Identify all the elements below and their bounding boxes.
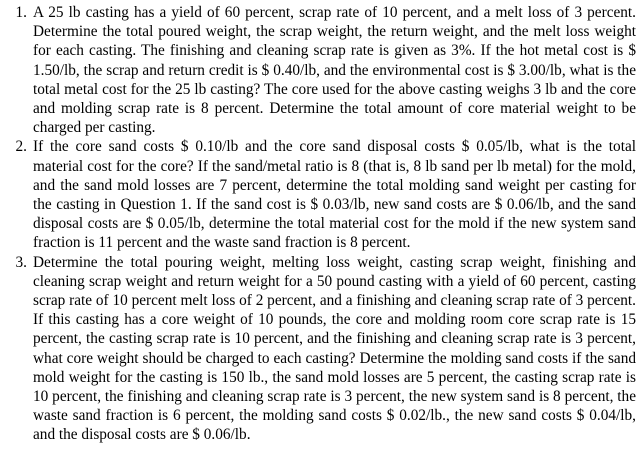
problem-number: 3. [15,253,27,271]
problem-text: A 25 lb casting has a yield of 60 percent, scrap rate of 10 percent, and a melt loss of 3 percent. Determine the total poured weight, the scrap weight, the return weight, and the melt loss weight for each casting. The finishing and cleaning scrap rate is given as 3%. If the hot metal cost is $ 1.50/lb, the scrap and return credit is $ 0.40/lb, and the environmental cost is $ 3.00/lb, what is the total metal cost for the 25 lb casting? The core used for the above casting weighs 3 lb and the core and molding scrap rate is 8 percent. Determine the total amount of core material weight to be charged per casting. [33,4,636,137]
problem-number: 2. [15,138,27,156]
problem-3 [0,253,636,445]
problem-1 [0,3,636,137]
problem-number: 1. [15,4,27,21]
problem-text: If the core sand costs $ 0.10/lb and the core sand disposal costs $ 0.05/lb, what is the total material cost for the core? If the sand/metal ratio is 8 (that is, 8 lb sand per lb metal) for the mold, and the sand mold losses are 7 percent, determine the total molding sand weight per casting for the casting in Question 1. If the sand cost is $ 0.03/lb, new sand costs are $ 0.06/lb, and the sand disposal costs are $ 0.05/lb, determine the total material cost for the mold if the new system sand fraction is 11 percent and the waste sand fraction is 8 percent. [33,138,636,252]
problem-text: Determine the total pouring weight, melting loss weight, casting scrap weight, finishing and cleaning scrap weight and return weight for a 50 pound casting with a yield of 60 percent, casting scrap rate of 10 percent melt loss of 2 percent, and a finishing and cleaning scrap rate of 3 percent. If this casting has a core weight of 10 pounds, the core and molding room core scrap rate is 15 percent, the casting scrap rate is 10 percent, and the finishing and cleaning scrap rate is 3 percent, what core weight should be charged to each casting? Determine the molding sand costs if the sand mold weight for the casting is 150 lb., the sand mold losses are 5 percent, the casting scrap rate is 10 percent, the finishing and cleaning scrap rate is 3 percent, the new system sand is 8 percent, the waste sand fraction is 6 percent, the molding sand costs $ 0.02/lb., the new sand costs $ 0.04/lb, and the disposal costs are $ 0.06/lb. [33,253,636,444]
problem-2 [0,137,636,252]
